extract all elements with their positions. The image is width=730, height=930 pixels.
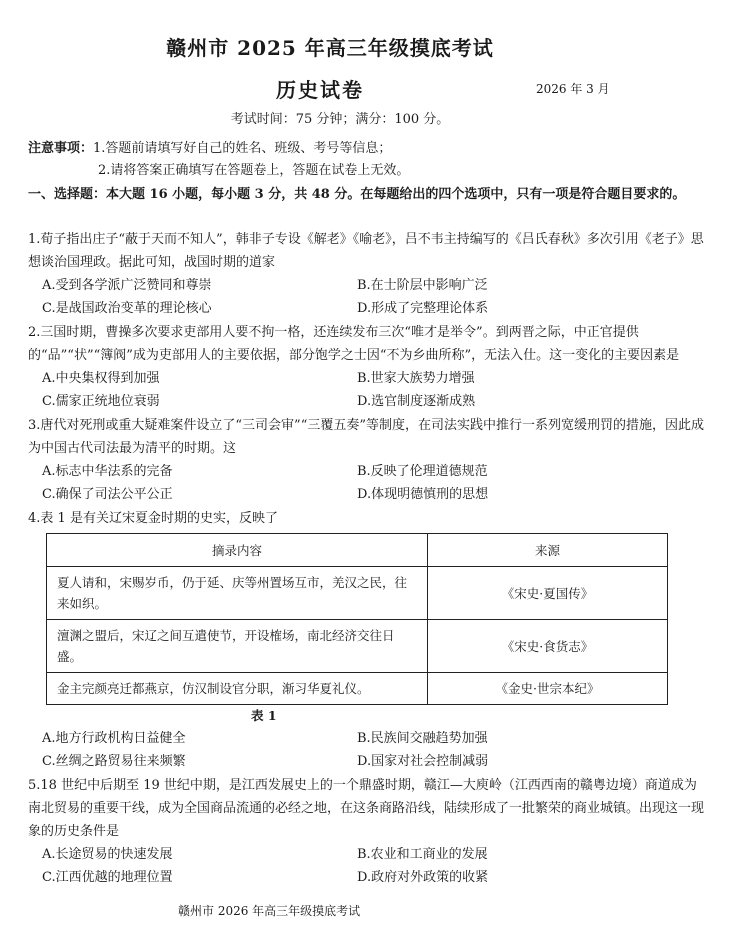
option-d: D.形成了完整理论体系 xyxy=(357,301,489,316)
option-a: A.地方行政机构日益健全 xyxy=(42,731,186,746)
option-b: B.世家大族势力增强 xyxy=(357,371,475,386)
option-a: A.中央集权得到加强 xyxy=(42,371,160,386)
option-d: D.国家对社会控制减弱 xyxy=(357,754,489,769)
option-a: A.长途贸易的快速发展 xyxy=(42,847,173,862)
source-table xyxy=(46,533,668,705)
table-row xyxy=(47,673,668,705)
option-d: D.体现明德慎刑的思想 xyxy=(357,487,489,502)
source-table-wrap xyxy=(28,533,708,727)
question-list xyxy=(28,228,708,890)
table-cell-content: 澶渊之盟后，宋辽之间互遣使节，开设榷场，南北经济交往日盛。 xyxy=(47,620,428,673)
option-c: C.江西优越的地理位置 xyxy=(42,870,173,885)
option-b: B.反映了伦理道德规范 xyxy=(357,464,488,479)
question-3 xyxy=(28,414,708,506)
table-cell-content: 夏人请和，宋赐岁币，仍于延、庆等州置场互市，羌汉之民，往来如织。 xyxy=(47,567,428,620)
table-cell-source: 《宋史·食货志》 xyxy=(428,620,668,673)
table-row xyxy=(47,620,668,673)
question-stem: 4.表 1 是有关辽宋夏金时期的史实，反映了 xyxy=(28,511,278,526)
option-b: B.农业和工商业的发展 xyxy=(357,847,488,862)
question-options xyxy=(28,843,708,889)
notes-line-1 xyxy=(28,138,708,160)
option-a: A.标志中华法系的完备 xyxy=(42,464,173,479)
question-options xyxy=(28,727,708,773)
exam-title: 赣州市 2025 年高三年级摸底考试 xyxy=(166,36,494,60)
section-heading: 一、选择题：本大题 16 小题，每小题 3 分，共 48 分。在每题给出的四个选项中，只有一项是符合题目要求的。 xyxy=(28,187,686,202)
table-header-row xyxy=(47,534,668,567)
exam-info: 考试时间：75 分钟；满分：100 分。 xyxy=(230,112,450,127)
question-options xyxy=(28,460,708,506)
table-row xyxy=(47,567,668,620)
question-1 xyxy=(28,228,708,320)
question-stem: 2.三国时期，曹操多次要求吏部用人要不拘一格，还连续发布三次“唯才是举令”。到两晋之际，中正官提供的“品”“状”“簿阀”成为吏部用人的主要依据，部分饱学之士因“不为乡曲所称”，无法入仕。这一变化的主要因素是 xyxy=(28,325,680,363)
notes xyxy=(28,138,708,182)
page-footer: 赣州市 2026 年高三年级摸底考试 xyxy=(178,904,361,918)
option-d: D.政府对外政策的收紧 xyxy=(357,870,489,885)
question-stem: 1.荀子指出庄子“蔽于天而不知人”，韩非子专设《解老》《喻老》，吕不韦主持编写的《吕氏春秋》多次引用《老子》思想谈治国理政。据此可知，战国时期的道家 xyxy=(28,232,704,270)
question-stem: 3.唐代对死刑或重大疑难案件设立了“三司会审”“三覆五奏”等制度，在司法实践中推行一系列宽缓刑罚的措施，因此成为中国古代司法最为清平的时期。这 xyxy=(28,418,704,456)
table-cell-source: 《宋史·夏国传》 xyxy=(428,567,668,620)
table-cell-content: 金主完颜亮迁都燕京，仿汉制设官分职，渐习华夏礼仪。 xyxy=(47,673,428,705)
option-c: C.丝绸之路贸易往来频繁 xyxy=(42,754,186,769)
option-c: C.儒家正统地位衰弱 xyxy=(42,394,160,409)
table-cell-source: 《金史·世宗本纪》 xyxy=(428,673,668,705)
question-stem: 5.18 世纪中后期至 19 世纪中期，是江西发展史上的一个鼎盛时期，赣江—大庾岭（江西西南的赣粤边境）商道成为南北贸易的重要干线，成为全国商品流通的必经之地，在这条商路沿线，陆续形成了一批繁荣的商业城镇。出现这一现象的历史条件是 xyxy=(28,778,705,839)
exam-date: 2026 年 3 月 xyxy=(536,82,610,96)
table-header-content: 摘录内容 xyxy=(47,534,428,567)
table-header-source: 来源 xyxy=(428,534,668,567)
question-options xyxy=(28,274,708,320)
question-2 xyxy=(28,321,708,413)
question-options xyxy=(28,367,708,413)
option-b: B.民族间交融趋势加强 xyxy=(357,731,488,746)
notes-label: 注意事项： xyxy=(28,141,94,156)
question-5 xyxy=(28,774,708,889)
option-b: B.在士阶层中影响广泛 xyxy=(357,278,488,293)
table-caption: 表 1 xyxy=(251,708,277,723)
option-a: A.受到各学派广泛赞同和尊崇 xyxy=(42,278,212,293)
notes-line-2: 2.请将答案正确填写在答题卷上，答题在试卷上无效。 xyxy=(98,163,410,178)
option-d: D.选官制度逐渐成熟 xyxy=(357,394,476,409)
option-c: C.是战国政治变革的理论核心 xyxy=(42,301,212,316)
notes-text-1: 1.答题前请填写好自己的姓名、班级、考号等信息； xyxy=(93,141,392,156)
question-4 xyxy=(28,507,708,773)
option-c: C.确保了司法公平公正 xyxy=(42,487,173,502)
exam-subtitle: 历史试卷 xyxy=(276,78,364,102)
